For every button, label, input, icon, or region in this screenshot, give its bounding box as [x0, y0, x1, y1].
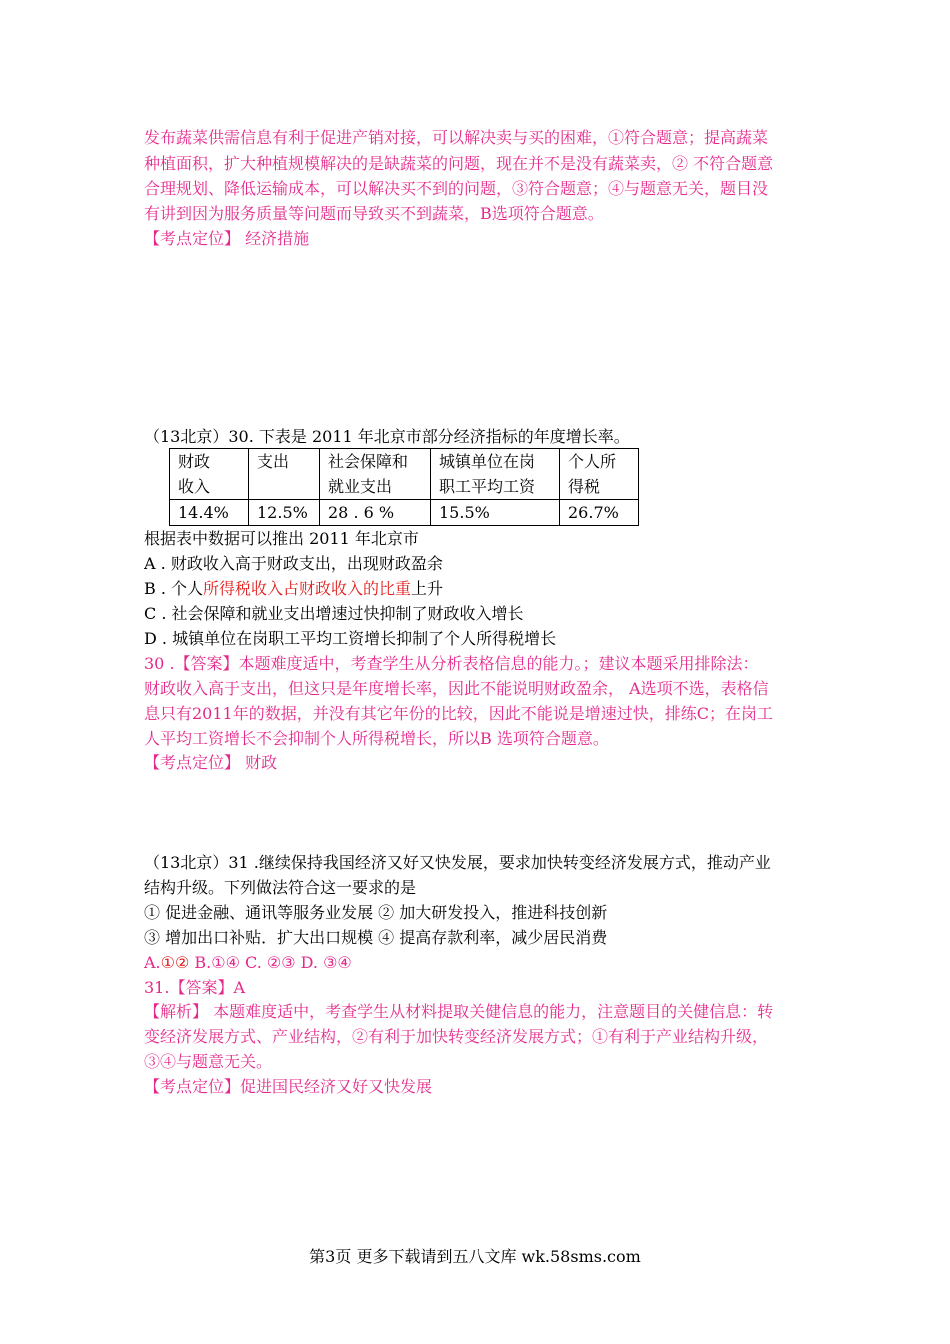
prev-kaodian: 【考点定位】 经济措施: [144, 229, 310, 248]
q31-kaodian: 【考点定位】促进国民经济又好又快发展: [144, 1077, 433, 1096]
q31-answer: 31.【答案】A: [144, 978, 246, 997]
q30-answer-line-2: 财政收入高于支出，但这只是年度增长率，因此不能说明财政盈余， A选项不选，表格信: [144, 679, 769, 698]
q30-answer-line-1: 30 .【答案】本题难度适中，考查学生从分析表格信息的能力。；建议本题采用排除法：: [144, 654, 759, 673]
q30-option-b: [144, 576, 814, 602]
q31-stem-line-2: 结构升级。下列做法符合这一要求的是: [144, 878, 417, 897]
q30-lead: 根据表中数据可以推出 2011 年北京市: [144, 529, 419, 548]
q30-answer-line-4: 人平均工资增长不会抑制个人所得税增长，所以B 选项符合题意。: [144, 729, 609, 748]
q31-analysis-line-2: 变经济发展方式、产业结构，②有利于加快转变经济发展方式；①有利于产业结构升级，: [144, 1027, 769, 1046]
header-cell-income-tax: [560, 449, 639, 500]
header-text: 城镇单位在岗: [439, 452, 536, 471]
choice-a-label: A.: [144, 953, 161, 972]
header-text: 得税: [568, 477, 601, 496]
table-header-row: [170, 449, 639, 500]
q30-table: [169, 448, 639, 526]
choice-a-value: ①②: [160, 953, 190, 972]
header-text: 支出: [257, 452, 290, 471]
header-cell-social-security: [320, 449, 431, 500]
header-cell-expenditure: [249, 449, 320, 500]
option-b-prefix: B . 个人: [144, 579, 204, 598]
header-text: 就业支出: [328, 477, 393, 496]
choices-rest: B.①④ C. ②③ D. ③④: [189, 953, 352, 972]
q31-analysis-line-3: ③④与题意无关。: [144, 1052, 273, 1071]
value-cell: 14.4%: [170, 500, 249, 526]
prev-answer-line-4: 有讲到因为服务质量等问题而导致买不到蔬菜，B选项符合题意。: [144, 204, 604, 223]
q30-option-c: C . 社会保障和就业支出增速过快抑制了财政收入增长: [144, 604, 524, 623]
q31-choices: [144, 950, 814, 976]
value-cell: 28 . 6 %: [320, 500, 431, 526]
header-cell-fiscal-revenue: [170, 449, 249, 500]
value-cell: 15.5%: [431, 500, 560, 526]
q30-option-a: A . 财政收入高于财政支出，出现财政盈余: [144, 554, 443, 573]
q30-kaodian: 【考点定位】 财政: [144, 753, 278, 772]
table-row: [170, 500, 639, 526]
option-b-suffix: 上升: [411, 579, 444, 598]
option-b-highlight: 所得税收入占财政收入的比重: [203, 579, 412, 598]
header-text: 职工平均工资: [439, 477, 536, 496]
header-text: 个人所: [568, 452, 617, 471]
header-text: 社会保障和: [328, 452, 409, 471]
q31-stem-line-1: （13北京）31 .继续保持我国经济又好又快发展，要求加快转变经济发展方式，推动产业: [144, 853, 771, 872]
q30-stem: （13北京）30. 下表是 2011 年北京市部分经济指标的年度增长率。: [144, 427, 630, 446]
header-text: 财政: [178, 452, 211, 471]
q30-answer-line-3: 息只有2011年的数据，并没有其它年份的比较，因此不能说是增速过快，排练C；在岗工: [144, 704, 773, 723]
prev-answer-line-2: 种植面积，扩大种植规模解决的是缺蔬菜的问题，现在并不是没有蔬菜卖，② 不符合题意: [144, 154, 774, 173]
value-cell: 26.7%: [560, 500, 639, 526]
q30-option-d: D . 城镇单位在岗职工平均工资增长抑制了个人所得税增长: [144, 629, 557, 648]
prev-answer-line-1: 发布蔬菜供需信息有利于促进产销对接，可以解决卖与买的困难，①符合题意；提高蔬菜: [144, 128, 769, 147]
value-cell: 12.5%: [249, 500, 320, 526]
q31-items-1: ① 促进金融、通讯等服务业发展 ② 加大研发投入，推进科技创新: [144, 903, 608, 922]
header-text: 收入: [178, 477, 211, 496]
q31-analysis-line-1: 【解析】 本题难度适中，考查学生从材料提取关健信息的能力，注意题目的关健信息：转: [144, 1002, 774, 1021]
header-cell-average-wage: [431, 449, 560, 500]
prev-answer-line-3: 合理规划、降低运输成本，可以解决买不到的问题，③符合题意；④与题意无关，题目没: [144, 179, 769, 198]
page-footer: 第3页 更多下载请到五八文库 wk.58sms.com: [309, 1247, 641, 1266]
q31-items-2: ③ 增加出口补贴．扩大出口规模 ④ 提高存款利率，减少居民消费: [144, 928, 608, 947]
